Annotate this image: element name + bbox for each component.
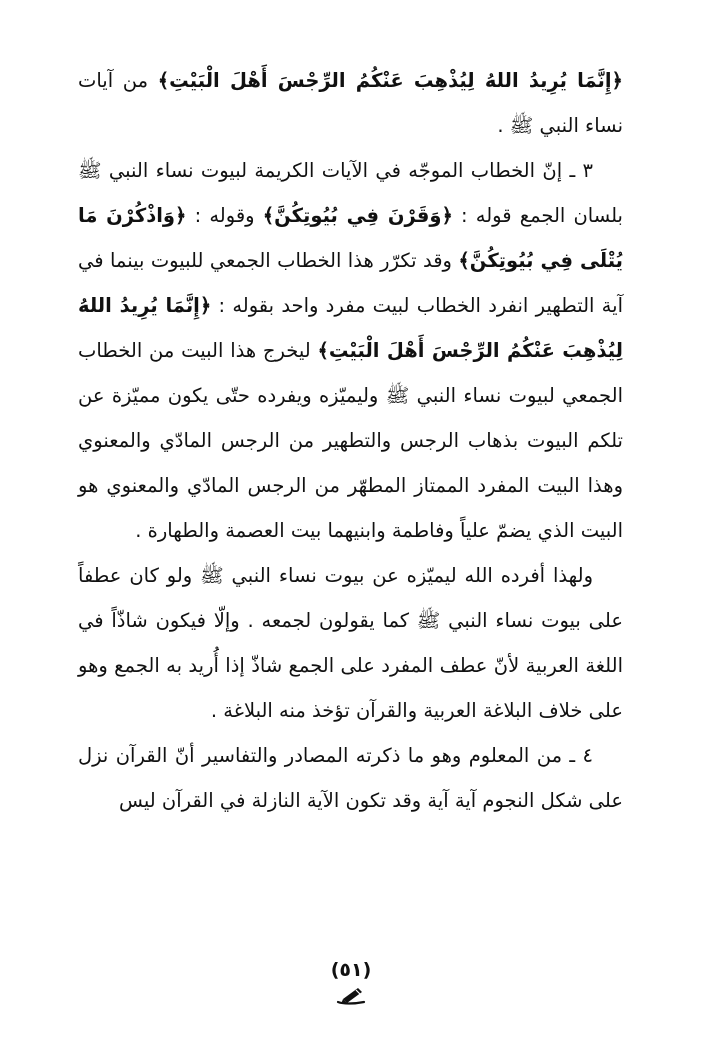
text-segment: ولهذا أفرده الله ليميّزه عن بيوت نساء النبي ﷺ ولو كان عطفاً على بيوت نساء النبي ﷺ كما يقولون لجمعه . وإلّا فيكون شاذّاً في اللغة العربية لأنّ عطف المفرد على الجمع شاذّ إذا أُريد به الجمع وهو على خلاف البلاغة العربية والقرآن تؤخذ منه البلاغة . [78,564,623,722]
pen-writing-icon [334,984,368,1006]
text-segment: ٤ ـ من المعلوم وهو ما ذكرته المصادر والتفاسير أنّ القرآن نزل على شكل النجوم آية آية وقد تكون الآية النازلة في القرآن ليس [78,744,623,812]
text-segment: وقد تكرّر هذا الخطاب الجمعي للبيوت بينما في آية التطهير انفرد الخطاب لبيت مفرد واحد بقوله : [78,249,623,317]
text-segment: وقوله : [186,204,263,227]
quran-verse: ﴿إِنَّمَا يُرِيدُ اللهُ لِيُذْهِبَ عَنْكُمُ الرِّجْسَ أَهْلَ الْبَيْتِ﴾ [157,69,623,92]
quran-verse: ﴿وَاذْكُرْنَ مَا يُتْلَى فِي بُيُوتِكُنَّ﴾ [78,204,623,272]
page-number: (٥١) [330,959,372,981]
text-segment: ليخرج هذا البيت من الخطاب الجمعي لبيوت نساء النبي ﷺ وليميّزه ويفرده حتّى يكون مميّزة عن تلكم البيوت بذهاب الرجس والتطهير من الرجس المادّي والمعنوي وهذا البيت المفرد الممتاز المطهّر من الرجس المادّي والمعنوي هو البيت الذي يضمّ علياً وفاطمة وابنيهما بيت العصمة والطهارة . [78,339,623,542]
text-segment: من آيات نساء النبي ﷺ . [78,69,623,137]
body-text [78,58,623,823]
quran-verse: ﴿وَقَرْنَ فِي بُيُوتِكُنَّ﴾ [262,204,453,227]
quran-verse: ﴿إِنَّمَا يُرِيدُ اللهُ لِيُذْهِبَ عَنْكُمُ الرِّجْسَ أَهْلَ الْبَيْتِ﴾ [78,294,624,362]
paragraph-2 [78,148,623,553]
page-footer [0,958,702,1006]
paragraph-4 [78,733,623,823]
paragraph-1 [78,58,623,148]
paragraph-3 [78,553,623,733]
text-segment: ٣ ـ إنّ الخطاب الموجّه في الآيات الكريمة لبيوت نساء النبي ﷺ بلسان الجمع قوله : [78,159,623,227]
